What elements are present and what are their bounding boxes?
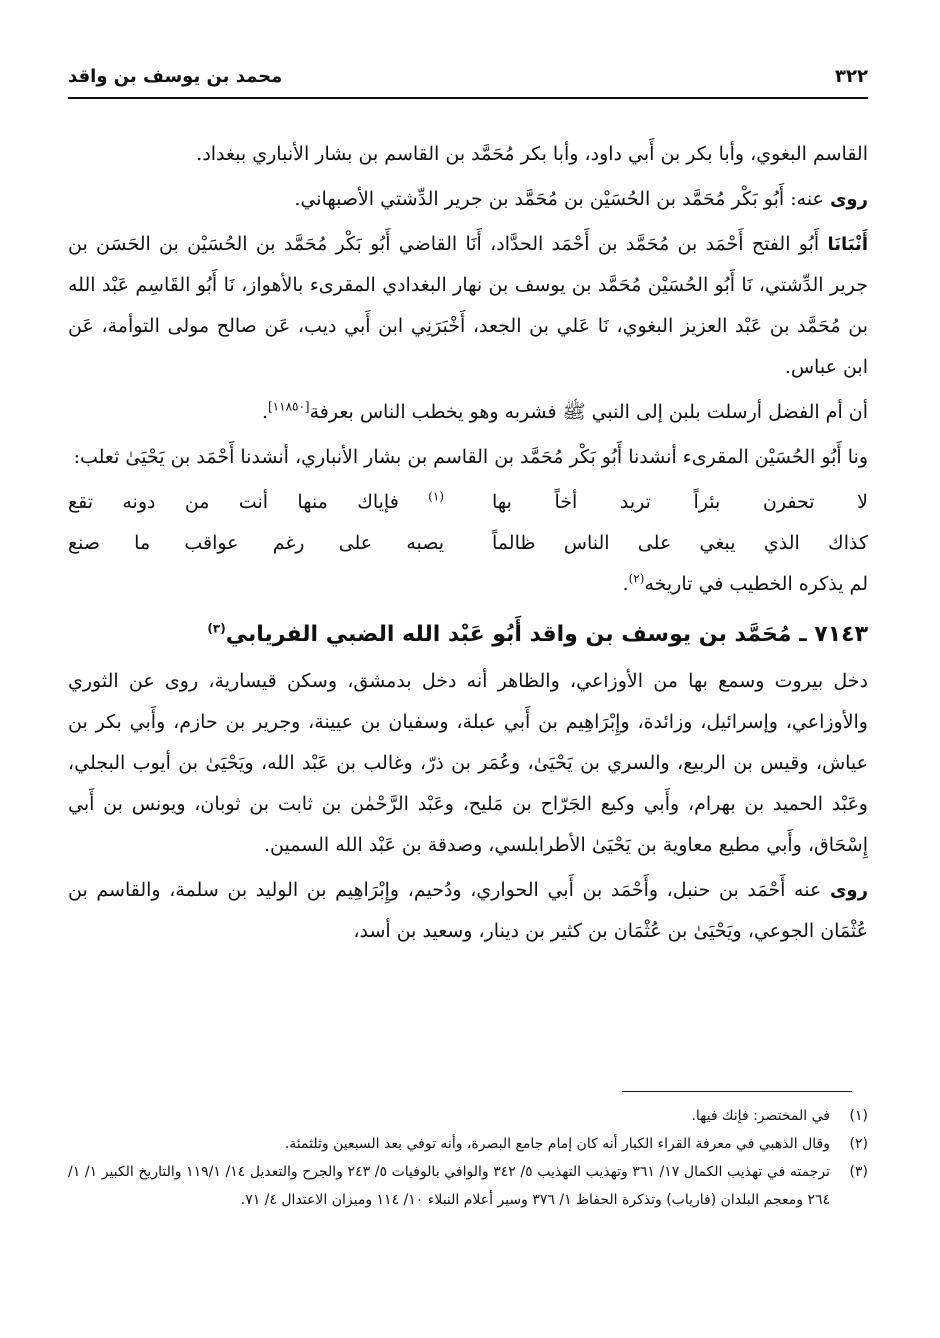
keyword-rawa-2: روى — [829, 880, 868, 901]
footnote-3 — [68, 1158, 868, 1214]
verse-2-second-hemistich: يصبه على رغم عواقب ما صنع — [68, 532, 444, 554]
footnote-text: وقال الذهبي في معرفة القراء الكبار أنه كان إمام جامع البصرة، وأنه توفي بعد السبعين وثلثمئة. — [284, 1136, 830, 1152]
running-header — [68, 58, 868, 94]
header-rule — [68, 97, 868, 99]
paragraph-2-text: عنه: أَبُو بَكْر مُحَمَّد بن الحُسَيْن بن مُحَمَّد بن جرير الدِّشتي الأصبهاني. — [294, 188, 824, 210]
footnote-1 — [68, 1102, 868, 1130]
paragraph-2 — [68, 179, 868, 220]
paragraph-4: أن أم الفضل أرسلت بلبن إلى النبي ﷺ فشربه وهو يخطب الناس بعرفة[١١٨٥٠]. — [261, 399, 868, 423]
verse-1-first-hemistich: لا تحفرن بئراً تريد أخاً بها — [492, 491, 868, 513]
paragraph-5: ونا أَبُو الحُسَيْن المقرىء أنشدنا أَبُو بَكْر مُحَمَّد بن القاسم بن بشار الأنباري، أنشدنا أَحْمَد بن يَحْيَىٰ ثعلب: — [73, 446, 868, 468]
footnotes — [68, 1102, 868, 1214]
paragraph-3 — [68, 224, 868, 388]
verse-2-first-hemistich: كذاك الذي يبغي على الناس ظالماً — [492, 532, 868, 554]
verse-2 — [68, 523, 868, 564]
paragraph-7: دخل بيروت وسمع بها من الأوزاعي، والظاهر أنه دخل بدمشق، وسكن قيسارية، روى عن الثوري والأوزاعي، وإسرائيل، وزائدة، وإِبْرَاهِيم بن أَبي عبلة، وسفيان بن عيينة، وجرير بن حازم، وأَبي بكر بن عياش، وقيس بن الربيع، والسري بن يَحْيَىٰ، وعُمَر بن ذرّ، وغالب بن عَبْد الله، ويَحْيَىٰ بن أيوب البجلي، وعَبْد الحميد بن بهرام، وأَبي وكيع الجَرّاح بن مَليح، وعَبْد الرَّحْمٰن بن ثابت بن ثوبان، ويونس بن أَبي إِسْحَاق، وأَبي مطيع معاوية بن يَحْيَىٰ الأطرابلسي، وصدقة بن عَبْد الله السمين. — [68, 670, 868, 856]
paragraph-3-text: أَبُو الفتح أَحْمَد بن مُحَمَّد بن أَحْمَد الحدَّاد، أَنَا القاضي أَبُو بَكْر مُحَمَّد بن الحُسَيْن بن الحَسَن بن جرير الدِّشتي، نَا أَبُو الحُسَيْن مُحَمَّد بن يوسف بن نهار البغدادي المقرىء بالأهواز، نَا أَبُو القَاسِم عَبْد الله بن مُحَمَّد بن عَبْد العزيز البغوي، نَا عَلي بن الجعد، أَخْبَرَنِي ابن أَبي ديب، عَن صالح مولى التوأمة، عَن ابن عباس. — [68, 233, 868, 378]
running-title: محمد بن يوسف بن واقد — [68, 65, 283, 87]
verse-1 — [68, 482, 868, 523]
page-number: ٣٢٢ — [835, 65, 868, 87]
footnote-number: (٢) — [849, 1136, 868, 1152]
keyword-rawa: روى — [829, 189, 868, 210]
hadith-reference: [١١٨٥٠] — [267, 399, 310, 414]
footnote-text: ترجمته في تهذيب الكمال ١٧/ ٣٦١ وتهذيب التهذيب ٥/ ٣٤٢ والوافي بالوفيات ٥/ ٢٤٣ والجرح والتعديل ١٤/ ١١٩/١ والتاريخ الكبير ١/ ١/ ٢٦٤ ومعجم البلدان (فارياب) وتذكرة الحفاظ ١/ ٣٧٦ وسير أعلام النبلاء ١٠/ ١١٤ وميزان الاعتدال ٤/ ٧١. — [68, 1164, 830, 1208]
footnote-number: (٣) — [849, 1164, 868, 1180]
poem — [68, 482, 868, 564]
footnote-mark-3: (٣) — [207, 621, 226, 636]
footnote-2 — [68, 1130, 868, 1158]
hadith-text: أن أم الفضل أرسلت بلبن إلى النبي ﷺ فشربه وهو يخطب الناس بعرفة — [309, 401, 868, 423]
verse-footnote-mark: (١) — [428, 489, 444, 504]
keyword-anbana: أَنْبَانَا — [827, 234, 868, 255]
footnote-rule — [622, 1091, 852, 1092]
paragraph-8 — [68, 870, 868, 952]
verse-1-second-hemistich: $^{(١)}$ فإياك منها أنت من دونه تقع — [68, 489, 444, 513]
entry-heading: ٧١٤٣ ـ مُحَمَّد بن يوسف بن واقد أَبُو عَبْد الله الضبي الفريابي$^{(٣)}$ — [207, 621, 868, 647]
main-text — [68, 134, 868, 956]
footnote-text: في المختصر: فإنك فيها. — [691, 1108, 830, 1124]
paragraph-8-text: عنه أَحْمَد بن حنبل، وأَحْمَد بن أَبي الحواري، ودُحيم، وإِبْرَاهِيم بن الوليد بن سلمة، والقاسم بن عُثْمَان الجوعي، ويَحْيَىٰ بن عُثْمَان بن كثير بن دينار، وسعيد بن أسد، — [68, 879, 868, 942]
paragraph-1: القاسم البغوي، وأبا بكر بن أَبي داود، وأبا بكر مُحَمَّد بن القاسم بن بشار الأنباري ببغداد. — [196, 143, 868, 165]
paragraph-6: لم يذكره الخطيب في تاريخه$^{(٢)}$. — [622, 571, 868, 595]
footnote-mark-2: (٢) — [628, 571, 645, 586]
footnote-number: (١) — [849, 1108, 868, 1124]
